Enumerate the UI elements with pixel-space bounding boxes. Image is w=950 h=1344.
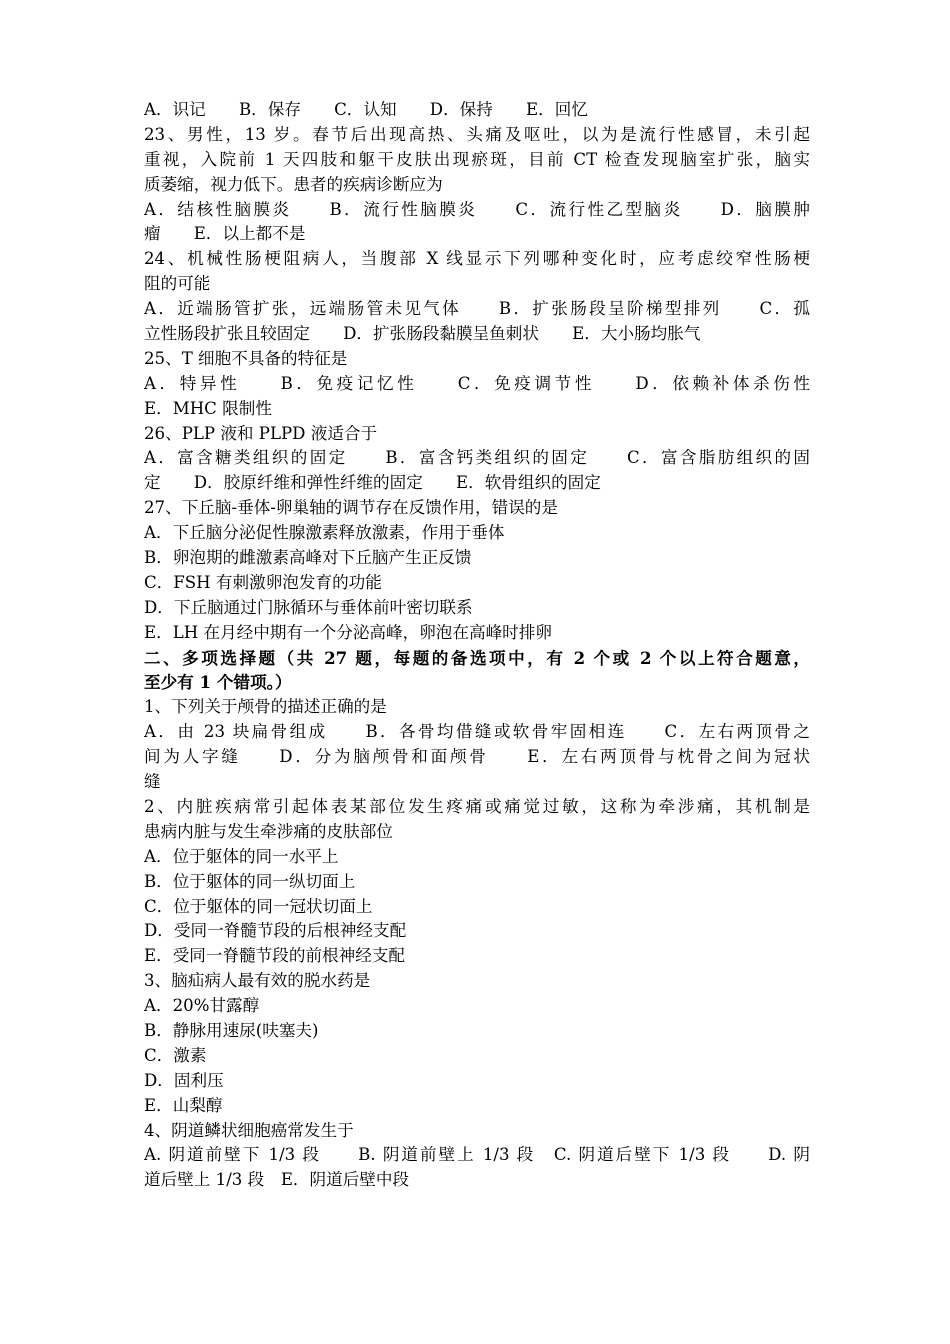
text-line: 立性肠段扩张且较固定 D．扩张肠段黏膜呈鱼刺状 E．大小肠均胀气 <box>144 324 701 344</box>
text-line: E．LH 在月经中期有一个分泌高峰，卵泡在高峰时排卵 <box>144 622 552 642</box>
text-line: A．特异性 B．免疫记忆性 C．免疫调节性 D．依赖补体杀伤性 <box>144 373 810 393</box>
section-heading-line: 二、多项选择题（共 27 题，每题的备选项中，有 2 个或 2 个以上符合题意， <box>144 647 810 668</box>
text-line: E．受同一脊髓节段的前根神经支配 <box>144 946 406 966</box>
text-line: D．下丘脑通过门脉循环与垂体前叶密切联系 <box>144 597 473 617</box>
text-line: E．山梨醇 <box>144 1095 223 1115</box>
text-line: A. 阴道前壁下 1/3 段 B. 阴道前壁上 1/3 段 C. 阴道后壁下 1/3 段 D. 阴 <box>144 1145 810 1165</box>
text-line: 缝 <box>144 772 161 792</box>
text-line: 25、T 细胞不具备的特征是 <box>144 348 348 368</box>
text-line: 质萎缩，视力低下。患者的疾病诊断应为 <box>144 174 443 194</box>
text-line: 23、男性，13 岁。春节后出现高热、头痛及呕吐，以为是流行性感冒，未引起 <box>144 124 810 144</box>
text-line: 3、脑疝病人最有效的脱水药是 <box>144 971 371 991</box>
text-line: B．位于躯体的同一纵切面上 <box>144 871 356 891</box>
text-line: E．MHC 限制性 <box>144 398 272 418</box>
text-line: 24、机械性肠梗阻病人，当腹部 X 线显示下列哪种变化时，应考虑绞窄性肠梗 <box>144 249 810 269</box>
text-line: 阻的可能 <box>144 274 211 294</box>
text-line: 重视，入院前 1 天四肢和躯干皮肤出现瘀斑，目前 CT 检查发现脑室扩张，脑实 <box>144 149 810 169</box>
text-line: A．识记 B．保存 C．认知 D．保持 E．回忆 <box>144 100 588 119</box>
text-line: 4、阴道鳞状细胞癌常发生于 <box>144 1120 354 1140</box>
text-line: A．下丘脑分泌促性腺激素释放激素，作用于垂体 <box>144 523 505 543</box>
text-line: 瘤 E．以上都不是 <box>144 224 306 244</box>
text-line: 27、下丘脑-垂体-卵巢轴的调节存在反馈作用，错误的是 <box>144 498 558 518</box>
text-line: A．20%甘露醇 <box>144 996 260 1016</box>
text-line: 定 D．胶原纤维和弹性纤维的固定 E．软骨组织的固定 <box>144 473 601 493</box>
text-line: B．卵泡期的雌激素高峰对下丘脑产生正反馈 <box>144 548 472 568</box>
text-line: B．静脉用速尿(呋塞夫) <box>144 1020 319 1040</box>
text-line: A．位于躯体的同一水平上 <box>144 846 339 866</box>
text-line: 道后壁上 1/3 段 E．阴道后壁中段 <box>144 1170 410 1190</box>
text-line: A．富含糖类组织的固定 B．富含钙类组织的固定 C．富含脂肪组织的固 <box>144 448 810 468</box>
text-line: 26、PLP 液和 PLPD 液适合于 <box>144 423 378 443</box>
text-line: 间为人字缝 D．分为脑颅骨和面颅骨 E．左右两顶骨与枕骨之间为冠状 <box>144 747 810 767</box>
text-line: D．受同一脊髓节段的后根神经支配 <box>144 921 407 941</box>
text-line: A．近端肠管扩张，远端肠管未见气体 B．扩张肠段呈阶梯型排列 C．孤 <box>144 299 810 319</box>
text-line: C．激素 <box>144 1045 207 1065</box>
text-line: 患病内脏与发生牵涉痛的皮肤部位 <box>144 821 393 841</box>
section-heading-line: 至少有 1 个错项。） <box>144 672 292 693</box>
text-line: 2、内脏疾病常引起体表某部位发生疼痛或痛觉过敏，这称为牵涉痛，其机制是 <box>144 796 810 816</box>
text-line: A．结核性脑膜炎 B．流行性脑膜炎 C．流行性乙型脑炎 D．脑膜肿 <box>144 199 810 219</box>
text-line: 1、下列关于颅骨的描述正确的是 <box>144 697 387 717</box>
text-line: C．位于躯体的同一冠状切面上 <box>144 896 373 916</box>
text-line: A．由 23 块扁骨组成 B．各骨均借缝或软骨牢固相连 C．左右两顶骨之 <box>144 722 810 742</box>
text-line: D．固利压 <box>144 1070 224 1090</box>
text-line: C．FSH 有刺激卵泡发育的功能 <box>144 572 382 592</box>
document-body <box>144 98 810 1193</box>
